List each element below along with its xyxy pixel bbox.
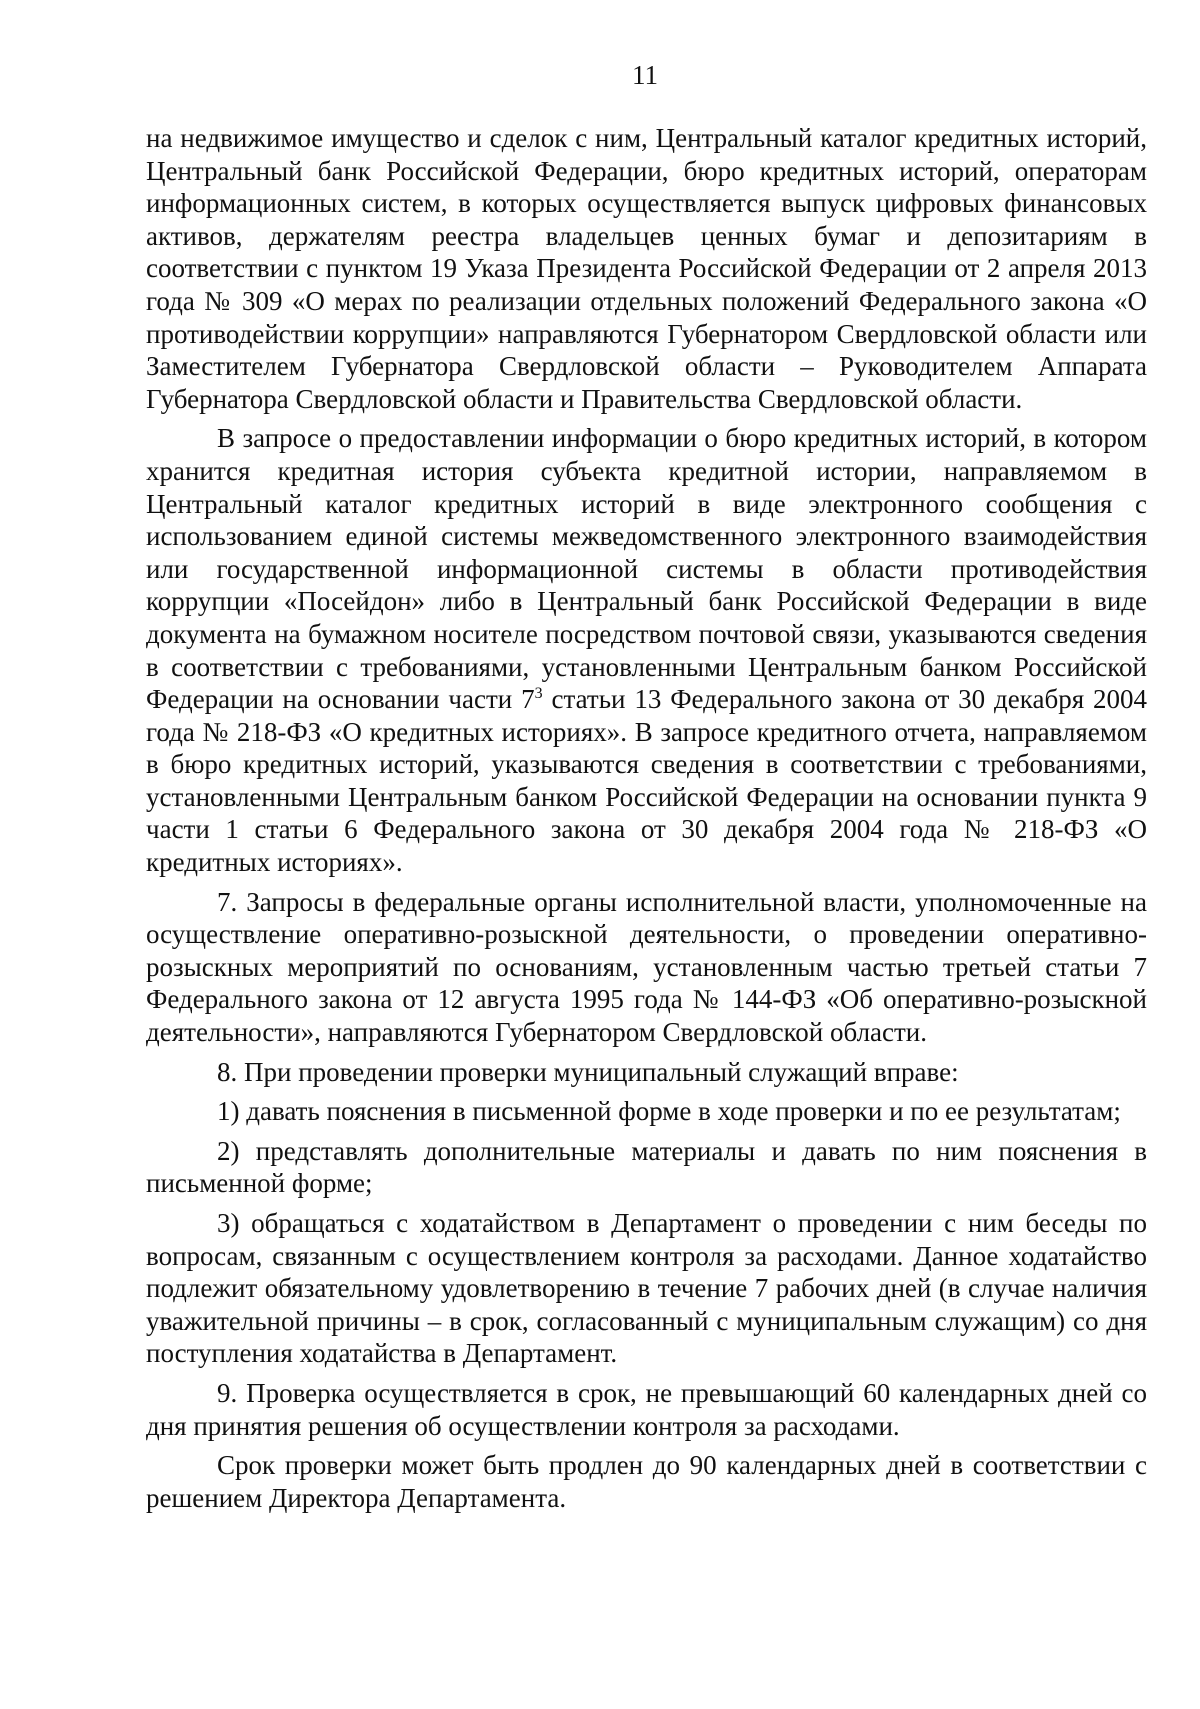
paragraph-item-7: 7. Запросы в федеральные органы исполнительной власти, уполномоченные на осуществление оперативно-розыскной деятельности, о проведении оперативно-розыскных мероприятий по основаниям, установленным частью третьей статьи 7 Федерального закона от 12 августа 1995 года № 144-ФЗ «Об оперативно-розыскной деятельности», направляются Губернатором Свердловской области. [146,886,1147,1048]
document-body [146,122,1147,1514]
paragraph-credit-history-request [146,422,1147,878]
superscript: 3 [534,685,543,703]
paragraph-continuation: на недвижимое имущество и сделок с ним, Центральный каталог кредитных историй, Центральный банк Российской Федерации, бюро кредитных историй, операторам информационных систем, в которых осуществляется выпуск цифровых финансовых активов, держателям реестра владельцев ценных бумаг и депозитариям в соответствии с пунктом 19 Указа Президента Российской Федерации от 2 апреля 2013 года № 309 «О мерах по реализации отдельных положений Федерального закона «О противодействии коррупции» направляются Губернатором Свердловской области или Заместителем Губернатора Свердловской области – Руководителем Аппарата Губернатора Свердловской области и Правительства Свердловской области. [146,123,1147,414]
paragraph-text-part-2: статьи 13 Федерального закона от 30 декабря 2004 года № 218-ФЗ «О кредитных историях». В запросе кредитного отчета, направляемом в бюро кредитных историй, указываются сведения в соответствии с требованиями, установленными Центральным банком Российской Федерации на основании пункта 9 части 1 статьи 6 Федерального закона от 30 декабря 2004 года № 218-ФЗ «О кредитных историях». [146,684,1148,878]
paragraph-text-part-1: В запросе о предоставлении информации о бюро кредитных историй, в котором хранится кредитная история субъекта кредитной истории, направляемом в Центральный каталог кредитных историй в виде электронного сообщения с использованием единой системы межведомственного электронного взаимодействия или государственной информационной системы в области противодействия коррупции «Посейдон» либо в Центральный банк Российской Федерации в виде документа на бумажном носителе посредством почтовой связи, указываются сведения в соответствии с требованиями, установленными Центральным банком Российской Федерации на основании части 7 [146,423,1147,715]
paragraph-item-8: 8. При проведении проверки муниципальный служащий вправе: [217,1056,959,1087]
paragraph-item-9: 9. Проверка осуществляется в срок, не превышающий 60 календарных дней со дня принятия решения об осуществлении контроля за расходами. [146,1377,1147,1441]
paragraph-extension: Срок проверки может быть продлен до 90 календарных дней в соответствии с решением Директора Департамента. [146,1450,1147,1513]
page-number: 11 [632,60,658,90]
paragraph-subitem-3: 3) обращаться с ходатайством в Департамент о проведении с ним беседы по вопросам, связанным с осуществлением контроля за расходами. Данное ходатайство подлежит обязательному удовлетворению в течение 7 рабочих дней (в случае наличия уважительной причины – в срок, согласованный с муниципальным служащим) со дня поступления ходатайства в Департамент. [146,1208,1147,1369]
paragraph-subitem-1: 1) давать пояснения в письменной форме в ходе проверки и по ее результатам; [217,1096,1121,1127]
paragraph-subitem-2: 2) представлять дополнительные материалы и давать по ним пояснения в письменной форме; [146,1135,1147,1199]
